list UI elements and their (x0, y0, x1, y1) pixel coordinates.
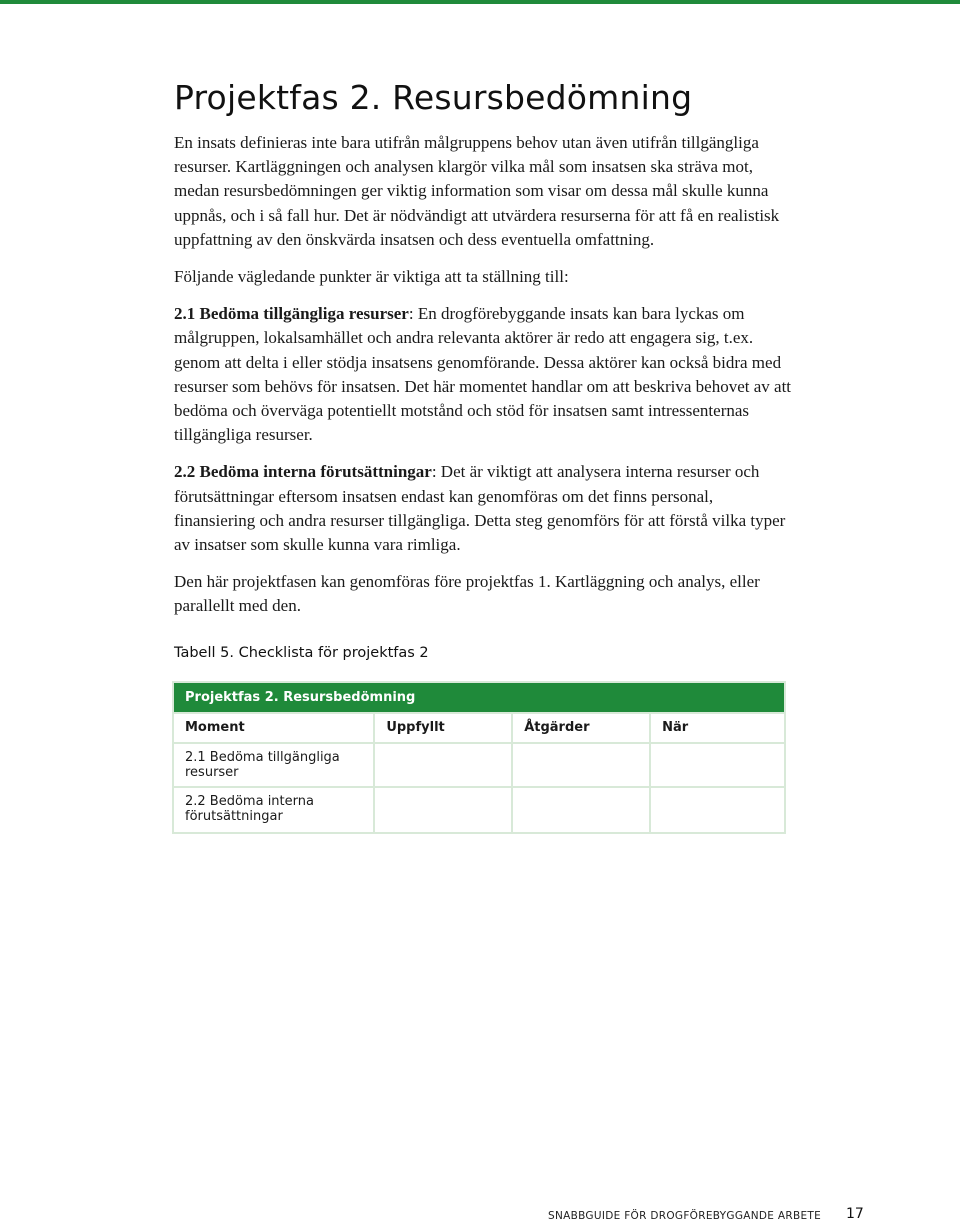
table-header-row (174, 714, 784, 742)
column-header: Åtgärder (513, 714, 649, 742)
table-row (174, 788, 784, 832)
page-content (174, 78, 794, 834)
table-cell: 2.2 Bedöma interna förutsättningar (174, 788, 373, 832)
table-caption: Tabell 5. Checklista för projektfas 2 (174, 644, 429, 661)
point-internal-title: 2.2 Bedöma interna förutsättningar (174, 462, 432, 482)
page-number: 17 (846, 1206, 864, 1222)
table-cell (651, 744, 784, 786)
table-title: Projektfas 2. Resursbedömning (174, 683, 784, 712)
footer-title: SNABBGUIDE FÖR DROGFÖREBYGGANDE ARBETE (548, 1210, 822, 1222)
checklist-table (172, 681, 786, 834)
table-cell (651, 788, 784, 832)
guide-paragraph: Följande vägledande punkter är viktiga att ta ställning till: (174, 267, 569, 287)
point-resources-title: 2.1 Bedöma tillgängliga resurser (174, 304, 409, 324)
table-cell: 2.1 Bedöma tillgängliga resurser (174, 744, 373, 786)
table-cell (513, 788, 649, 832)
point-resources (174, 302, 794, 447)
intro-paragraph: En insats definieras inte bara utifrån målgruppens behov utan även utifrån tillgängliga resurser. Kartläggningen och analysen klargör vilka mål som insatsen ska sträva mot, medan resursbedömningen ger viktig information som visar om dessa mål skulle kunna uppnås, och i så fall hur. Det är nödvändigt att utvärdera resurserna för att få en realistisk uppfattning av den önskvärda insatsen och dess eventuella omfattning. (174, 133, 780, 249)
point-internal-text: : Det är viktigt att analysera interna resurser och förutsättningar eftersom insatsen endast kan genomföras om det finns personal, finansiering och andra resurser tillgängliga. Detta steg genomförs för att förstå vilka typer av insatser som skulle kunna vara rimliga. (174, 462, 786, 555)
table-title-row (174, 683, 784, 712)
page-title: Projektfas 2. Resursbedömning (174, 78, 693, 117)
table-cell (375, 788, 511, 832)
point-resources-text: : En drogförebyggande insats kan bara lyckas om målgruppen, lokalsamhället och andra relevanta aktörer är redo att engagera sig, t.ex. genom att delta i eller stödja insatsens genomförande. Dessa aktörer kan också bidra med resurser som behövs för insatsen. Det här momentet handlar om att beskriva behovet av att bedöma och överväga potentiellt motstånd och stöd för insatsen samt intressenternas tillgängliga resurser. (174, 304, 792, 445)
column-header: När (651, 714, 784, 742)
column-header: Moment (174, 714, 373, 742)
column-header: Uppfyllt (375, 714, 511, 742)
point-internal (174, 460, 794, 557)
table-cell (375, 744, 511, 786)
table-cell (513, 744, 649, 786)
table-row (174, 744, 784, 786)
closing-paragraph: Den här projektfasen kan genomföras före projektfas 1. Kartläggning och analys, eller parallellt med den. (174, 572, 760, 616)
top-accent-bar (0, 0, 960, 4)
